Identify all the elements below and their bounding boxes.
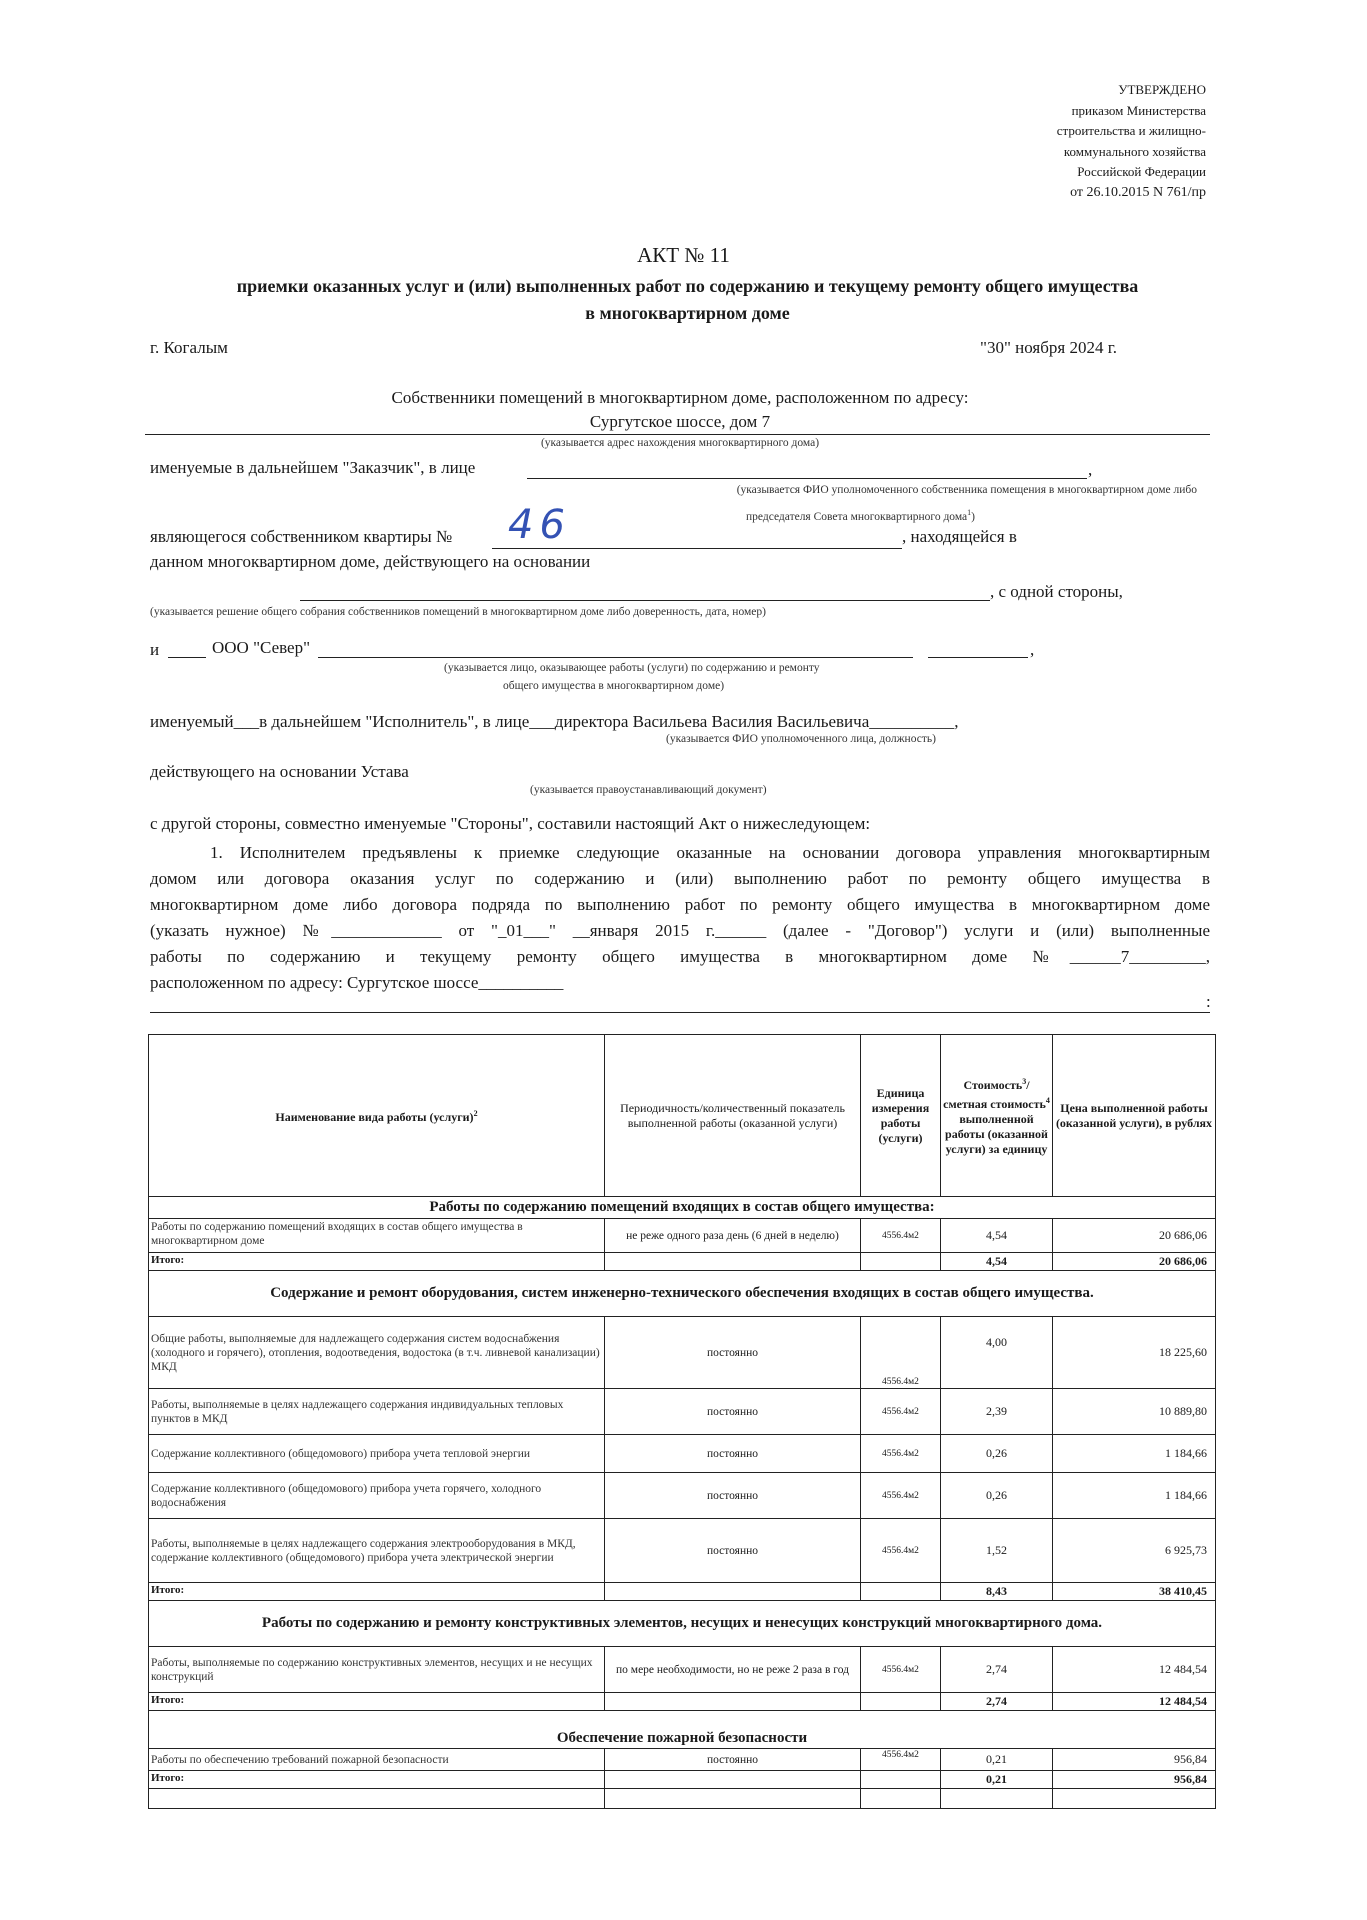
- empty-cell: [861, 1789, 941, 1809]
- underline: [928, 657, 1028, 658]
- total-row: [149, 1253, 1216, 1271]
- header-cost-text: /сметная стоимость: [943, 1078, 1046, 1111]
- table-header-row: [149, 1035, 1216, 1197]
- work-price: 1 184,66: [1053, 1473, 1216, 1519]
- total-cost: 4,54: [941, 1253, 1053, 1271]
- one-side: , с одной стороны,: [990, 582, 1123, 601]
- work-cost: 0,26: [941, 1473, 1053, 1519]
- clause-line: домом или договора оказания услуг по содержанию и (или) выполнению работ по ремонту общего имущества в: [150, 869, 1210, 888]
- address-underline: [145, 434, 1210, 435]
- total-cost: 0,21: [941, 1771, 1053, 1789]
- table-row: [149, 1435, 1216, 1473]
- work-unit: 4556.4м2: [861, 1219, 941, 1253]
- footnote-mark: 1: [967, 508, 972, 517]
- header-periodicity: Периодичность/количественный показатель выполненной работы (оказанной услуги): [605, 1035, 861, 1197]
- contractor-acting-hint: (указывается правоустанавливающий документ): [530, 784, 767, 796]
- total-row: [149, 1771, 1216, 1789]
- clause-1: [150, 840, 1210, 996]
- section-row: [149, 1711, 1216, 1749]
- owners-intro: Собственники помещений в многоквартирном доме, расположенном по адресу:: [391, 388, 969, 407]
- total-price: 12 484,54: [1053, 1693, 1216, 1711]
- empty-cell: [605, 1253, 861, 1271]
- table-row: [149, 1749, 1216, 1771]
- work-cost: 4,00: [941, 1317, 1053, 1389]
- work-price: 20 686,06: [1053, 1219, 1216, 1253]
- empty-cell: [605, 1789, 861, 1809]
- customer-underline: [527, 478, 1087, 479]
- work-periodicity: постоянно: [605, 1389, 861, 1435]
- header-cost: [941, 1035, 1053, 1197]
- header-price: Цена выполненной работы (оказанной услуги), в рублях: [1053, 1035, 1216, 1197]
- customer-hint-2: председателя Совета многоквартирного дома$^1$): [746, 508, 975, 523]
- contractor-hint: (указывается лицо, оказывающее работы (услуги) по содержанию и ремонту: [444, 662, 820, 674]
- underline: [168, 657, 206, 658]
- owner-tail: , находящейся в: [902, 527, 1017, 546]
- approval-stamp-block: [946, 80, 1206, 203]
- section-title: Обеспечение пожарной безопасности: [149, 1711, 1216, 1749]
- clause-line: расположенном по адресу: Сургутское шоссе__________: [150, 973, 564, 992]
- approval-line: от 26.10.2015 N 761/пр: [1070, 184, 1206, 200]
- work-name: Содержание коллективного (общедомового) прибора учета тепловой энергии: [149, 1435, 605, 1473]
- contractor-acting: действующего на основании Устава: [150, 762, 409, 781]
- total-price: 956,84: [1053, 1771, 1216, 1789]
- and-label: и: [150, 640, 160, 659]
- approval-title: УТВЕРЖДЕНО: [1118, 82, 1206, 97]
- header-cost-text: выполненной работы (оказанной услуги) за единицу: [945, 1112, 1048, 1156]
- act-title: АКТ № 11: [637, 243, 730, 267]
- total-row: [149, 1583, 1216, 1601]
- empty-cell: [605, 1583, 861, 1601]
- footnote-mark: 3: [1022, 1077, 1027, 1086]
- empty-cell: [1053, 1789, 1216, 1809]
- clause-underline: [150, 1012, 1210, 1013]
- address-hint: (указывается адрес нахождения многоквартирного дома): [540, 437, 820, 449]
- contractor-hint-2: общего имущества в многоквартирном доме): [503, 680, 725, 692]
- approval-line: строительства и жилищно-: [1056, 123, 1206, 138]
- work-unit: 4556.4м2: [861, 1749, 941, 1771]
- act-date: "30" ноября 2024 г.: [980, 338, 1117, 357]
- empty-cell: [605, 1693, 861, 1711]
- works-table: [148, 1034, 1216, 1809]
- work-unit: 4556.4м2: [861, 1647, 941, 1693]
- table-row: [149, 1317, 1216, 1389]
- total-cost: 2,74: [941, 1693, 1053, 1711]
- header-unit: Единица измерения работы (услуги): [861, 1035, 941, 1197]
- work-name: Работы, выполняемые по содержанию конструктивных элементов, несущих и не несущих конструкций: [149, 1647, 605, 1693]
- underline: [318, 657, 913, 658]
- table-row: [149, 1647, 1216, 1693]
- approval-line: Российской Федерации: [1077, 164, 1206, 179]
- header-cost-text: Стоимость: [963, 1078, 1023, 1092]
- work-price: 18 225,60: [1053, 1317, 1216, 1389]
- contractor-name: ООО "Север": [212, 638, 311, 657]
- work-periodicity: постоянно: [605, 1473, 861, 1519]
- customer-hint: (указывается ФИО уполномоченного собственника помещения в многоквартирном доме либо: [736, 484, 1197, 496]
- clause-line: работы по содержанию и текущему ремонту общего имущества в многоквартирном доме №______7_________,: [150, 947, 1210, 966]
- basis-line: данном многоквартирном доме, действующего на основании: [150, 552, 591, 571]
- empty-cell: [605, 1771, 861, 1789]
- other-side-text: с другой стороны, совместно именуемые "Стороны", составили настоящий Акт о нижеследующем:: [150, 814, 871, 833]
- work-unit: 4556.4м2: [861, 1519, 941, 1583]
- table-row: [149, 1389, 1216, 1435]
- work-periodicity: постоянно: [605, 1519, 861, 1583]
- total-label: Итого:: [149, 1253, 605, 1271]
- section-title: Работы по содержанию помещений входящих в состав общего имущества:: [149, 1197, 1216, 1219]
- section-row: [149, 1197, 1216, 1219]
- work-periodicity: постоянно: [605, 1317, 861, 1389]
- work-cost: 2,74: [941, 1647, 1053, 1693]
- customer-hint-2-text: председателя Совета многоквартирного дома: [746, 510, 968, 523]
- section-row: [149, 1271, 1216, 1317]
- empty-cell: [861, 1253, 941, 1271]
- empty-cell: [861, 1693, 941, 1711]
- empty-cell: [861, 1583, 941, 1601]
- clause-line: многоквартирном доме либо договора подряда по выполнению работ по ремонту общего имущества в многоквартирном доме: [150, 895, 1210, 914]
- approval-line: коммунального хозяйства: [1063, 143, 1206, 159]
- clause-line: 1. Исполнителем предъявлены к приемке следующие оказанные на основании договора управления многоквартирным: [210, 843, 1210, 862]
- empty-cell: [941, 1789, 1053, 1809]
- work-name: Работы по содержанию помещений входящих в состав общего имущества в многоквартирном доме: [149, 1219, 605, 1253]
- owner-line: являющегося собственником квартиры №: [150, 527, 453, 546]
- work-price: 1 184,66: [1053, 1435, 1216, 1473]
- empty-row: [149, 1789, 1216, 1809]
- empty-cell: [861, 1771, 941, 1789]
- clause-line: (указать нужное) №_____________ от "_01___" __января 2015 г.______ (далее - "Договор") услуги и (или) выполненные: [150, 921, 1210, 940]
- work-cost: 0,21: [941, 1749, 1053, 1771]
- act-subtitle-line: приемки оказанных услуг и (или) выполненных работ по содержанию и текущему ремонту общего имущества: [236, 276, 1139, 296]
- work-name: Работы, выполняемые в целях надлежащего содержания индивидуальных тепловых пунктов в МКД: [149, 1389, 605, 1435]
- total-price: 20 686,06: [1053, 1253, 1216, 1271]
- header-name: [149, 1035, 605, 1197]
- work-periodicity: по мере необходимости, но не реже 2 раза в год: [605, 1647, 861, 1693]
- work-unit: 4556.4м2: [861, 1435, 941, 1473]
- empty-cell: [149, 1789, 605, 1809]
- header-name-text: Наименование вида работы (услуги): [275, 1110, 474, 1124]
- total-label: Итого:: [149, 1583, 605, 1601]
- owners-address: Сургутское шоссе, дом 7: [589, 412, 771, 431]
- table-row: [149, 1473, 1216, 1519]
- contractor-named-line: именуемый___в дальнейшем "Исполнитель", в лице___директора Васильева Василия Васильевича__________,: [150, 712, 959, 731]
- work-unit: 4556.4м2: [861, 1317, 941, 1389]
- work-price: 956,84: [1053, 1749, 1216, 1771]
- work-unit: 4556.4м2: [861, 1473, 941, 1519]
- work-cost: 4,54: [941, 1219, 1053, 1253]
- work-periodicity: постоянно: [605, 1749, 861, 1771]
- total-label: Итого:: [149, 1693, 605, 1711]
- act-city: г. Когалым: [150, 338, 228, 357]
- contractor-named-hint: (указывается ФИО уполномоченного лица, должность): [666, 733, 936, 745]
- section-title: Содержание и ремонт оборудования, систем инженерно-технического обеспечения входящих в состав общего имущества.: [149, 1271, 1216, 1317]
- table-row: [149, 1519, 1216, 1583]
- approval-line: приказом Министерства: [1071, 102, 1206, 118]
- footnote-mark: 4: [1045, 1096, 1050, 1105]
- clause-colon: :: [1206, 992, 1211, 1011]
- basis-hint: (указывается решение общего собрания собственников помещений в многоквартирном доме либо доверенность, дата, номер): [150, 606, 766, 618]
- section-title: Работы по содержанию и ремонту конструктивных элементов, несущих и ненесущих конструкций многоквартирного дома.: [149, 1601, 1216, 1647]
- comma: ,: [1030, 640, 1035, 659]
- work-periodicity: не реже одного раза день (6 дней в неделю): [605, 1219, 861, 1253]
- footnote-mark: 2: [473, 1109, 478, 1118]
- work-periodicity: постоянно: [605, 1435, 861, 1473]
- work-price: 12 484,54: [1053, 1647, 1216, 1693]
- work-cost: 0,26: [941, 1435, 1053, 1473]
- owner-underline: [492, 548, 902, 549]
- basis-underline: [300, 600, 990, 601]
- work-name: Работы по обеспечению требований пожарной безопасности: [149, 1749, 605, 1771]
- total-row: [149, 1693, 1216, 1711]
- work-cost: 1,52: [941, 1519, 1053, 1583]
- total-cost: 8,43: [941, 1583, 1053, 1601]
- work-name: Содержание коллективного (общедомового) прибора учета горячего, холодного водоснабжения: [149, 1473, 605, 1519]
- total-label: Итого:: [149, 1771, 605, 1789]
- work-unit: 4556.4м2: [861, 1389, 941, 1435]
- act-subtitle-line: в многоквартирном доме: [585, 303, 790, 323]
- work-price: 10 889,80: [1053, 1389, 1216, 1435]
- act-subtitle: [150, 273, 1225, 327]
- work-name: Работы, выполняемые в целях надлежащего содержания электрооборудования в МКД, содержание коллективного (общедомового) прибора учета электрической энергии: [149, 1519, 605, 1583]
- work-name: Общие работы, выполняемые для надлежащего содержания систем водоснабжения (холодного и горячего), отопления, водоотведения, водостока (в т.ч. ливневой канализации) МКД: [149, 1317, 605, 1389]
- total-price: 38 410,45: [1053, 1583, 1216, 1601]
- comma: ,: [1088, 460, 1093, 479]
- customer-line: именуемые в дальнейшем "Заказчик", в лице: [150, 458, 476, 477]
- apartment-number-handwritten: 46: [508, 502, 571, 548]
- work-price: 6 925,73: [1053, 1519, 1216, 1583]
- table-row: [149, 1219, 1216, 1253]
- section-row: [149, 1601, 1216, 1647]
- work-cost: 2,39: [941, 1389, 1053, 1435]
